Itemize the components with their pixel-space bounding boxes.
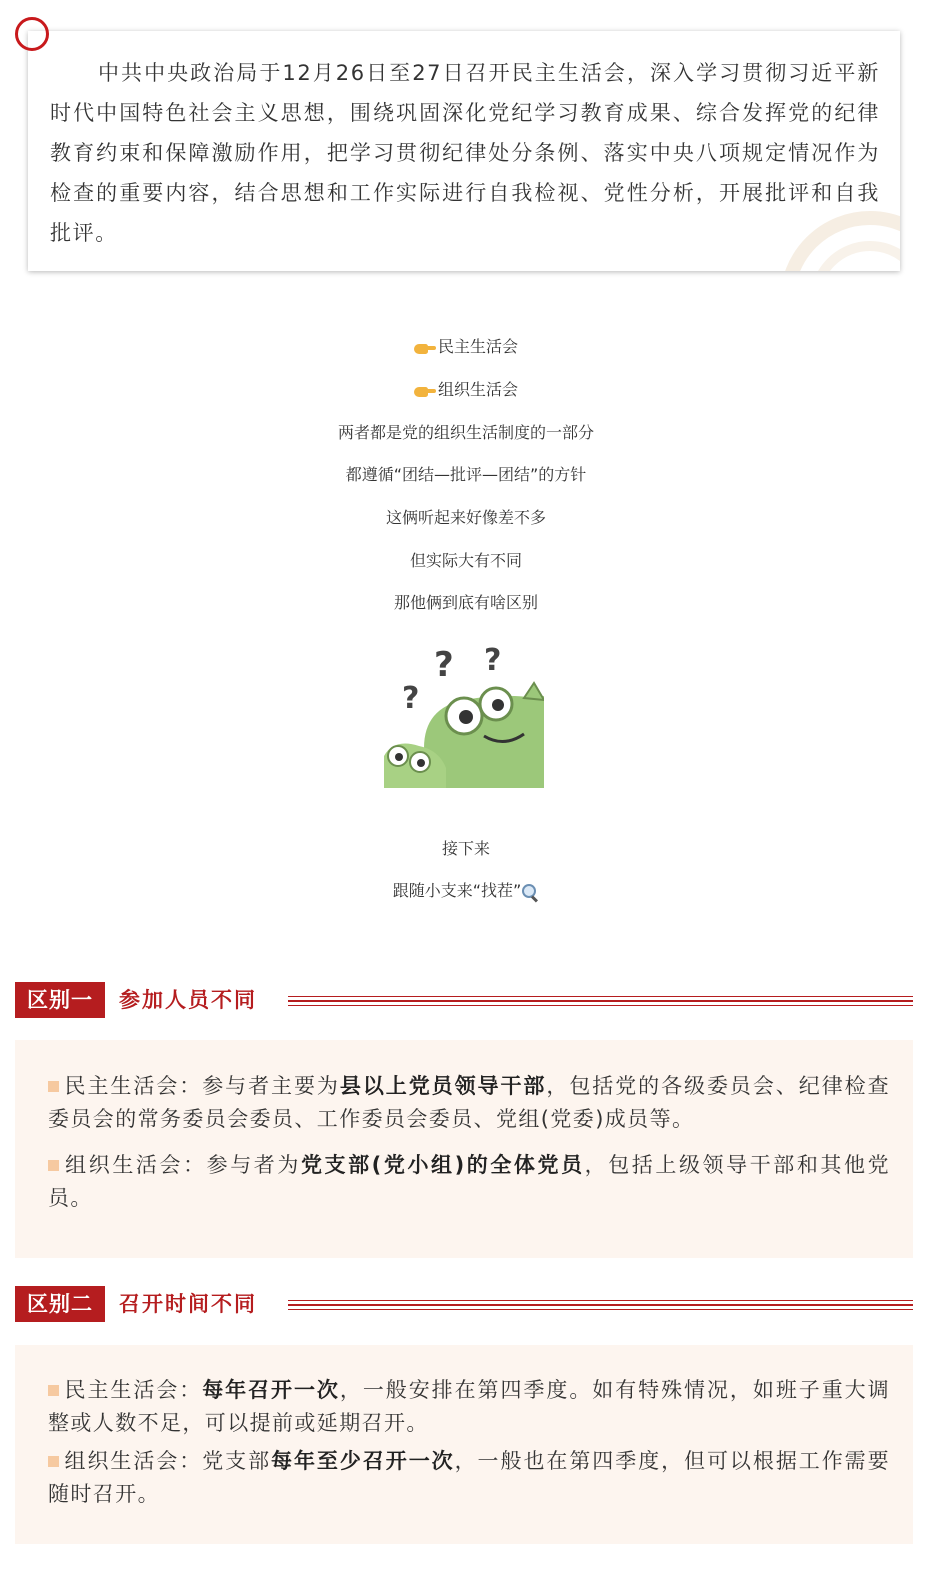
bullet-square-icon [48, 1160, 59, 1171]
line-principle: 都遵循“团结—批评—团结”的方针 [345, 465, 587, 484]
svg-text:?: ? [402, 681, 420, 716]
bullet-square-icon [48, 1385, 59, 1396]
confused-frog-image [384, 638, 544, 788]
line-similar: 这俩听起来好像差不多 [385, 508, 546, 527]
intro-card [28, 31, 900, 271]
bullet-square-icon [48, 1456, 59, 1467]
line-both-part: 两者都是党的组织生活制度的一部分 [337, 423, 594, 442]
section-tag: 区别一 [15, 982, 105, 1018]
red-ring-icon [15, 17, 49, 51]
list-item: 民主生活会：每年召开一次，一般安排在第四季度。如有特殊情况，如班子重大调整或人数不足，可以提前或延期召开。 [48, 1378, 890, 1435]
section-tag: 区别二 [15, 1286, 105, 1322]
section-header-2 [15, 1286, 913, 1322]
section-title: 召开时间不同 [119, 1292, 257, 1316]
line-question: 那他俩到底有啥区别 [393, 593, 538, 612]
list-item: 组织生活会：党支部每年至少召开一次，一般也在第四季度，但可以根据工作需要随时召开。 [48, 1449, 890, 1506]
pointing-finger-icon [414, 341, 436, 355]
list-item: 组织生活会：参与者为党支部(党小组)的全体党员，包括上级领导干部和其他党员。 [48, 1153, 890, 1210]
magnifier-icon [521, 883, 539, 901]
line-next: 接下来 [441, 839, 490, 858]
content-box-2 [15, 1345, 913, 1544]
section-rule [288, 996, 913, 1006]
line-text: 组织生活会 [437, 380, 518, 399]
line-text: 民主生活会 [437, 337, 518, 356]
section-header-1 [15, 982, 913, 1018]
line-follow [0, 876, 932, 906]
intro-paragraph: 中共中央政治局于12月26日至27日召开民主生活会，深入学习贯彻习近平新时代中国特色社会主义思想，围绕巩固深化党纪学习教育成果、综合发挥党的纪律教育约束和保障激励作用，把学习贯彻纪律处分条例、落实中央八项规定情况作为检查的重要内容，结合思想和工作实际进行自我检视、党性分析，开展批评和自我批评。 [50, 61, 880, 245]
line-organization-life [0, 375, 932, 405]
bullet-square-icon [48, 1081, 59, 1092]
pointing-finger-icon [414, 384, 436, 398]
content-box-1 [15, 1040, 913, 1258]
list-item: 民主生活会：参与者主要为县以上党员领导干部，包括党的各级委员会、纪律检查委员会的常务委员会委员、工作委员会委员、党组(党委)成员等。 [48, 1074, 890, 1131]
svg-text:?: ? [484, 643, 502, 678]
section-rule [288, 1300, 913, 1310]
line-different: 但实际大有不同 [409, 551, 522, 570]
section-title: 参加人员不同 [119, 988, 257, 1012]
line-democratic-life [0, 332, 932, 362]
svg-text:?: ? [434, 645, 454, 685]
line-text: 跟随小支来“找茬” [392, 881, 522, 900]
